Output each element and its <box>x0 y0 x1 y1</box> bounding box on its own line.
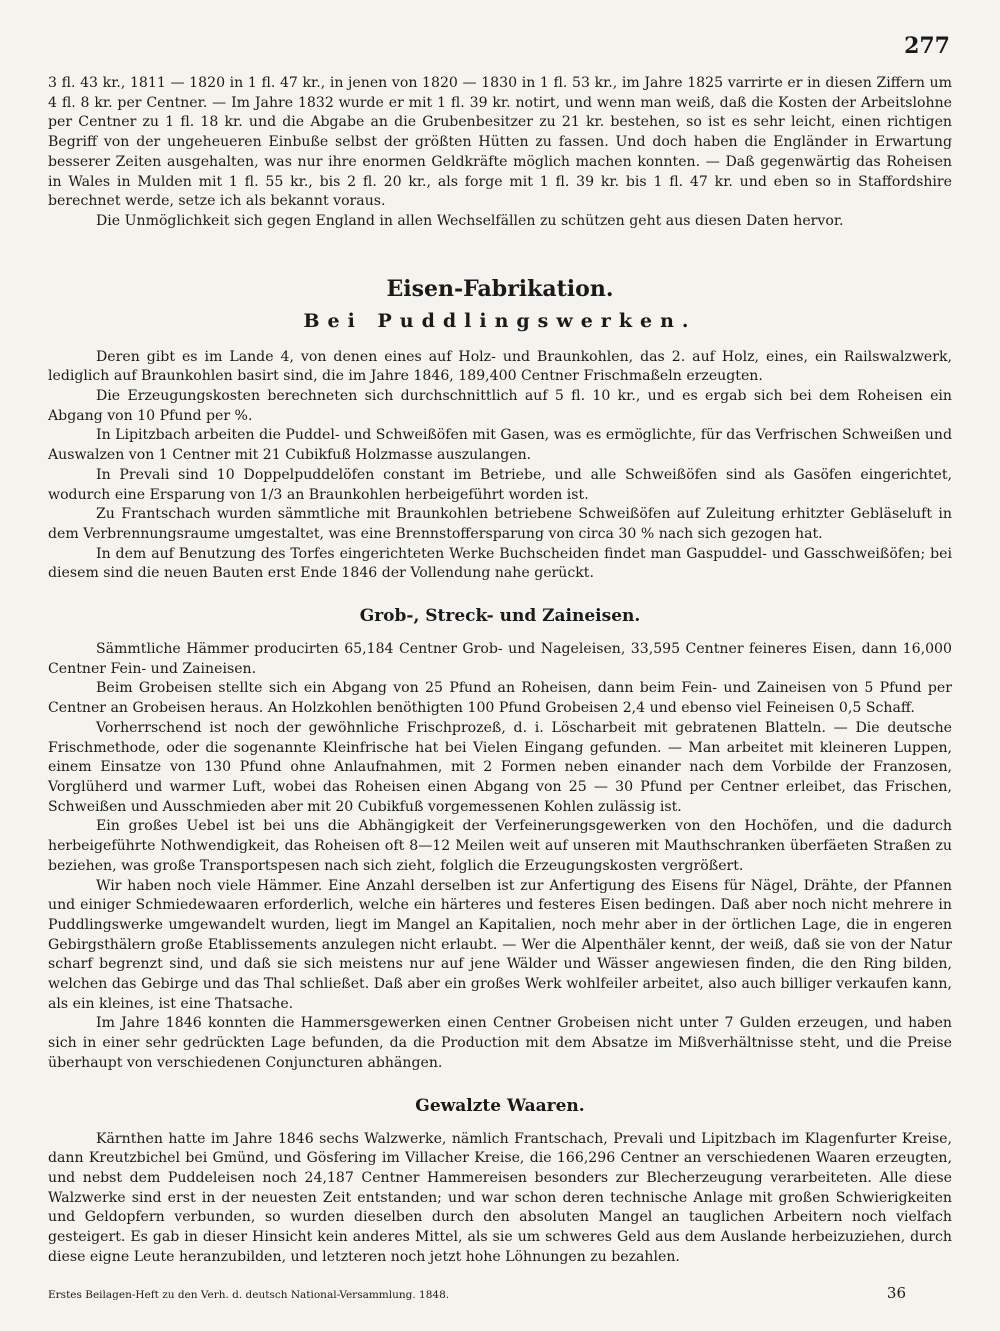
section-heading: Eisen-Fabrikation. <box>386 275 614 302</box>
intro-paragraph-1: 3 fl. 43 kr., 1811 — 1820 in 1 fl. 47 kr., in jenen von 1820 — 1830 in 1 fl. 53 kr., im Jahre 1825 varrirte er in diesen Ziffern um 4 fl. 8 kr. per Centner. — Im Jahre 1832 wurde er mit 1 fl. 39 kr. notirt, und wenn man weiß, daß die Kosten der Arbeitslohne per Centner zu 1 fl. 18 kr. und die Abgabe an die Grubenbesitzer zu 21 kr. bestehen, so ist es sehr leicht, einen richtigen Begriff von der ungeheueren Einbuße selbst der größten Hütten zu fassen. Und doch haben die Engländer in Erwartung besserer Zeiten ausgehalten, was nur ihre enormen Geldkräfte möglich machen konnten. — Daß gegenwärtig das Roheisen in Wales in Mulden mit 1 fl. 55 kr., bis 2 fl. 20 kr., als forge mit 1 fl. 39 kr. bis 1 fl. 47 kr. und eben so in Staffordshire berechnet werde, setze ich als bekannt voraus. <box>48 75 952 210</box>
page-number: 277 <box>904 33 950 59</box>
intro-paragraph-2: Die Unmöglichkeit sich gegen England in allen Wechselfällen zu schützen geht aus diesen Daten hervor. <box>96 212 844 229</box>
grob-paragraph-1: Sämmtliche Hämmer producirten 65,184 Centner Grob- und Nageleisen, 33,595 Centner feineres Eisen, dann 16,000 Centner Fein- und Zaineisen. <box>48 641 952 677</box>
page-body <box>48 74 952 1267</box>
grob-paragraph-3: Vorherrschend ist noch der gewöhnliche Frischprozeß, d. i. Löscharbeit mit gebratenen Blatteln. — Die deutsche Frischmethode, oder die sogenannte Kleinfrische hat bei Vielen Eingang gefunden. — Man arbeitet mit kleineren Luppen, einem Einsatze von 130 Pfund ohne Anlaufnahmen, mit 2 Formen neben einander nach dem Vorbilde der Franzosen, Vorglüherd und warmer Luft, wobei das Roheisen einen Abgang von 25 — 30 Pfund per Centner erleibet, das Frischen, Schweißen und Ausschmieden aber mit 20 Cubikfuß vorgemessenen Kohlen zulässig ist. <box>48 719 952 815</box>
grob-paragraph-5: Wir haben noch viele Hämmer. Eine Anzahl derselben ist zur Anfertigung des Eisens für Nägel, Drähte, der Pfannen und einiger Schmiedewaaren erforderlich, welche ein härteres und festeres Eisen bedingen. Daß aber noch nicht mehrere in Puddlingswerke umgewandelt wurden, liegt im Mangel an Kapitalien, noch mehr aber in der örtlichen Lage, die in engeren Gebirgsthälern große Etablissements anzulegen nicht erlaubt. — Wer die Alpenthäler kennt, der weiß, daß sie von der Natur scharf begrenzt sind, und daß sie sich meistens nur auf jene Wälder und Wässer angewiesen finden, die den Ring bilden, welchen das Gebirge und das Thal schließet. Daß aber ein großes Werk wohlfeiler arbeitet, also auch billiger verkaufen kann, als ein kleines, ist eine Thatsache. <box>48 877 952 1012</box>
subsection-heading: Bei Puddlingswerken. <box>303 309 697 332</box>
gewalzte-heading: Gewalzte Waaren. <box>415 1095 585 1116</box>
signature-number: 36 <box>886 1284 906 1302</box>
puddling-paragraph-2: Die Erzeugungskosten berechneten sich durchschnittlich auf 5 fl. 10 kr., und es ergab sich bei dem Roheisen ein Abgang von 10 Pfund per %. <box>48 388 952 424</box>
gewalzte-paragraph-1: Kärnthen hatte im Jahre 1846 sechs Walzwerke, nämlich Frantschach, Prevali und Lipitzbach im Klagenfurter Kreise, dann Kreutzbichel bei Gmünd, und Gösfering im Villacher Kreise, die 166,296 Centner an verschiedenen Waaren erzeugten, und nebst dem Puddeleisen noch 24,187 Centner Hammereisen besonders zur Blecherzeugung verarbeiteten. Alle diese Walzwerke sind erst in der neuesten Zeit entstanden; und war schon deren technische Anlage mit großen Schwierigkeiten und Geldopfern verbunden, so wurden dieselben durch den absoluten Mangel an tauglichen Arbeitern noch vielfach gesteigert. Es gab in dieser Hinsicht kein anderes Mittel, als sie um schweres Geld aus dem Auslande herbeizuziehen, durch diese eigne Leute heranzubilden, und letzteren noch jetzt hohe Löhnungen zu bezahlen. <box>48 1130 952 1265</box>
grob-paragraph-6: Im Jahre 1846 konnten die Hammersgewerken einen Centner Grobeisen nicht unter 7 Gulden erzeugen, und haben sich in einer sehr gedrückten Lage befunden, da die Production mit dem Absatze im Mißverhältnisse steht, und die Preise überhaupt von verschiedenen Conjuncturen abhängen. <box>48 1015 952 1071</box>
puddling-paragraph-6: In dem auf Benutzung des Torfes eingerichteten Werke Buchscheiden findet man Gaspuddel- und Gasschweißöfen; bei diesem sind die neuen Bauten erst Ende 1846 der Vollendung nahe gerückt. <box>48 545 952 582</box>
grob-heading: Grob-, Streck- und Zaineisen. <box>359 606 641 627</box>
puddling-paragraph-4: In Prevali sind 10 Doppelpuddelöfen constant im Betriebe, und alle Schweißöfen sind als Gasöfen eingerichtet, wodurch eine Ersparung von 1/3 an Braunkohlen herbeigeführt worden ist. <box>48 466 952 503</box>
footer-citation: Erstes Beilagen-Heft zu den Verh. d. deutsch National-Versammlung. 1848. <box>48 1289 450 1301</box>
puddling-paragraph-1: Deren gibt es im Lande 4, von denen eines auf Holz- und Braunkohlen, das 2. auf Holz, eines, ein Railswalzwerk, lediglich auf Braunkohlen basirt sind, die im Jahre 1846, 189,400 Centner Frischmaßeln erzeugten. <box>48 348 952 385</box>
page-footer <box>48 1284 906 1302</box>
puddling-paragraph-5: Zu Frantschach wurden sämmtliche mit Braunkohlen betriebene Schweißöfen auf Zuleitung erhitzter Gebläseluft in dem Verbrennungsraume umgestaltet, was eine Brennstoffersparung von circa 30 % nach sich gezogen hat. <box>48 506 952 542</box>
puddling-paragraph-3: In Lipitzbach arbeiten die Puddel- und Schweißöfen mit Gasen, was es ermöglichte, für das Verfrischen Schweißen und Auswalzen von 1 Centner mit 21 Cubikfuß Holzmasse auszulangen. <box>48 427 952 464</box>
grob-paragraph-2: Beim Grobeisen stellte sich ein Abgang von 25 Pfund an Roheisen, dann beim Fein- und Zaineisen von 5 Pfund per Centner an Grobeisen heraus. An Holzkohlen benöthigten 100 Pfund Grobeisen 2,4 und ebenso viel Feineisen 0,5 Schaff. <box>48 680 952 717</box>
grob-paragraph-4: Ein großes Uebel ist bei uns die Abhängigkeit der Verfeinerungsgewerken von den Hochöfen, und die dadurch herbeigeführte Nothwendigkeit, das Roheisen oft 8—12 Meilen weit auf unseren mit Mauthschranken überfäeten Straßen zu beziehen, was große Transportspesen nach sich zieht, folglich die Erzeugungskosten vergrößert. <box>48 818 952 874</box>
